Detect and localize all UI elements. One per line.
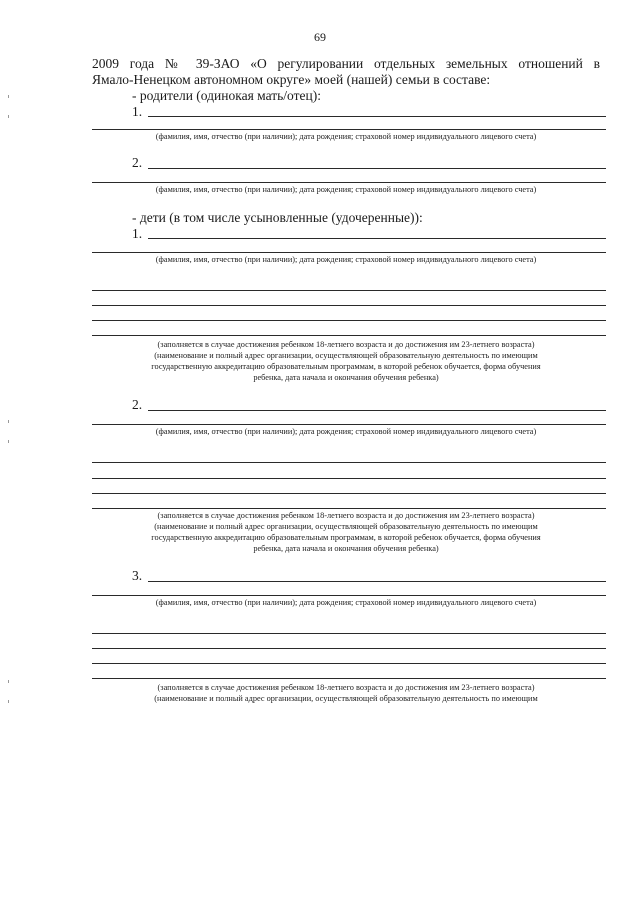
parent-2-number: 2. (132, 155, 143, 170)
child-1-field-line[interactable] (148, 238, 606, 239)
intro-text-line-1: 2009 года № 39-ЗАО «О регулировании отдельных земельных отношений в (92, 56, 600, 71)
scan-mark (8, 95, 9, 98)
child-2-edu-caption-3: государственную аккредитацию образовательным программам, в которой ребенок обучается, форма обучения (151, 533, 541, 542)
child-3-field-line-2[interactable] (92, 595, 606, 596)
child-1-edu-caption-4: ребенка, дата начала и окончания обучения ребенка) (253, 373, 439, 382)
parent-1-field-line-2[interactable] (92, 129, 606, 130)
child-2-edu-caption-4: ребенка, дата начала и окончания обучения ребенка) (253, 544, 439, 553)
parent-2-caption: (фамилия, имя, отчество (при наличии); дата рождения; страховой номер индивидуального лицевого счета) (155, 185, 537, 194)
child-1-edu-caption-2: (наименование и полный адрес организации, осуществляющей образовательную деятельность по имеющим (154, 351, 538, 360)
child-2-edu-line-2[interactable] (92, 478, 606, 479)
child-1-edu-caption-3: государственную аккредитацию образовательным программам, в которой ребенок обучается, форма обучения (151, 362, 541, 371)
scan-mark (8, 440, 9, 443)
child-1-edu-line-1[interactable] (92, 290, 606, 291)
parent-1-number: 1. (132, 104, 143, 119)
child-1-field-line-2[interactable] (92, 252, 606, 253)
child-2-field-line[interactable] (148, 410, 606, 411)
child-1-number: 1. (132, 226, 143, 241)
child-3-field-line[interactable] (148, 581, 606, 582)
child-2-caption: (фамилия, имя, отчество (при наличии); дата рождения; страховой номер индивидуального лицевого счета) (155, 427, 537, 436)
child-1-caption: (фамилия, имя, отчество (при наличии); дата рождения; страховой номер индивидуального лицевого счета) (155, 255, 537, 264)
parent-1-caption: (фамилия, имя, отчество (при наличии); дата рождения; страховой номер индивидуального лицевого счета) (155, 132, 537, 141)
child-2-edu-caption-2: (наименование и полный адрес организации, осуществляющей образовательную деятельность по имеющим (154, 522, 538, 531)
child-3-edu-caption-1: (заполняется в случае достижения ребенком 18-летнего возраста и до достижения им 23-летнего возраста) (157, 683, 535, 692)
parents-heading: - родители (одинокая мать/отец): (132, 88, 321, 103)
page-number: 69 (314, 30, 326, 44)
child-2-edu-line-4[interactable] (92, 508, 606, 509)
scan-mark (8, 680, 9, 683)
child-1-edu-line-3[interactable] (92, 320, 606, 321)
child-2-field-line-2[interactable] (92, 424, 606, 425)
scan-mark (8, 700, 9, 703)
child-3-edu-caption-2: (наименование и полный адрес организации, осуществляющей образовательную деятельность по имеющим (154, 694, 538, 703)
scan-mark (8, 115, 9, 118)
children-heading: - дети (в том числе усыновленные (удочеренные)): (132, 210, 423, 225)
parent-1-field-line[interactable] (148, 116, 606, 117)
child-2-edu-line-3[interactable] (92, 493, 606, 494)
child-1-edu-line-4[interactable] (92, 335, 606, 336)
parent-2-field-line-2[interactable] (92, 182, 606, 183)
child-3-edu-line-3[interactable] (92, 663, 606, 664)
parent-2-field-line[interactable] (148, 168, 606, 169)
child-2-edu-caption-1: (заполняется в случае достижения ребенком 18-летнего возраста и до достижения им 23-летнего возраста) (157, 511, 535, 520)
child-3-edu-line-1[interactable] (92, 633, 606, 634)
child-1-edu-line-2[interactable] (92, 305, 606, 306)
child-2-number: 2. (132, 397, 143, 412)
child-3-caption: (фамилия, имя, отчество (при наличии); дата рождения; страховой номер индивидуального лицевого счета) (155, 598, 537, 607)
scan-mark (8, 420, 9, 423)
intro-text-line-2: Ямало-Ненецком автономном округе» моей (нашей) семьи в составе: (92, 72, 491, 87)
child-3-number: 3. (132, 568, 143, 583)
child-2-edu-line-1[interactable] (92, 462, 606, 463)
child-3-edu-line-4[interactable] (92, 678, 606, 679)
child-1-edu-caption-1: (заполняется в случае достижения ребенком 18-летнего возраста и до достижения им 23-летнего возраста) (157, 340, 535, 349)
child-3-edu-line-2[interactable] (92, 648, 606, 649)
